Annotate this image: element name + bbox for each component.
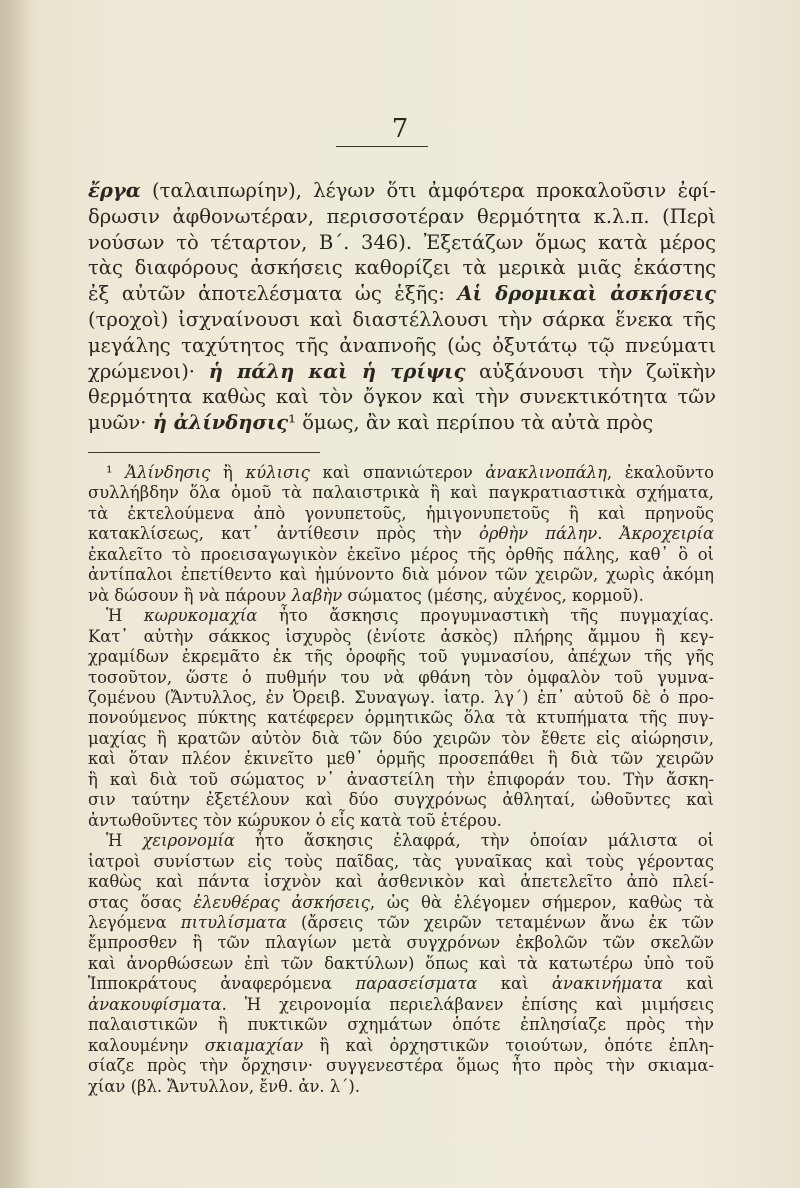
main-text-line — [88, 384, 716, 410]
text-run: καὶ ἀνορθώσεων ἐπὶ τῶν δακτύλων) ὅπως καὶ τὰ κατωτέρω ὑπὸ τοῦ — [88, 953, 714, 973]
footnote-line — [88, 995, 714, 1015]
footnote-line — [88, 852, 714, 872]
text-run: νούσων τὸ τέταρτον, Β΄. 346). Ἐξετάζων ὅμως κατὰ μέρος — [88, 230, 716, 254]
emphasized-term: ἡ πάλη καὶ ἡ τρίψις — [208, 359, 466, 383]
main-text-line — [88, 230, 716, 256]
text-run: χίαν (βλ. Ἄντυλλον, ἔνθ. ἀν. λ΄). — [88, 1076, 361, 1096]
footnote-line — [88, 933, 714, 953]
page-number: 7 — [391, 114, 409, 144]
footnote-line — [88, 1056, 714, 1076]
text-run: ἀντίπαλοι ἐπετίθεντο καὶ ἠμύνοντο διὰ μόνον τῶν χειρῶν, χωρὶς ἀκόμη — [88, 565, 714, 585]
text-run: κατακλίσεως, κατ᾽ ἀντίθεσιν πρὸς τὴν — [88, 524, 479, 544]
footnote-line — [88, 893, 714, 913]
text-run: τὰ ἐκτελούμενα ἀπὸ γονυπετοῦς, ἡμιγονυπετοῦς ἢ καὶ πρηνοῦς — [88, 503, 714, 523]
footnote-line — [88, 606, 714, 626]
text-run: , ὡς θὰ ἐλέγομεν σήμερον, καθὼς τὰ — [369, 892, 714, 912]
text-run: καλουμένην — [88, 1035, 205, 1055]
footnote-line — [88, 770, 714, 790]
footnote-line — [88, 1036, 714, 1056]
footnote-line — [88, 913, 714, 933]
text-run: αὐξάνουσι τὴν ζωϊκὴν — [465, 359, 717, 383]
scan-shadow — [0, 0, 30, 1188]
text-run: στας ὅσας — [88, 892, 194, 912]
text-run: Ἡ — [106, 606, 144, 626]
footnote-line — [88, 708, 714, 728]
text-run: , ἐκαλοῦντο — [606, 463, 714, 482]
footnote-line — [88, 668, 714, 688]
footnote-line — [88, 545, 714, 565]
text-run: . — [597, 524, 620, 544]
main-text — [88, 178, 716, 436]
emphasized-term: ὀρθὴν πάλην — [478, 524, 598, 544]
text-run: Κατ᾽ αὐτὴν σάκκος ἰσχυρὸς (ἐνίοτε ἀσκὸς) πλήρης ἄμμου ἢ κεγ- — [88, 626, 714, 646]
text-run: ἀντωθοῦντες τὸν κώρυκον ὁ εἷς κατὰ τοῦ ἑτέρου. — [88, 810, 502, 830]
footnote-line — [88, 872, 714, 892]
text-run: Ἱπποκράτους ἀναφερόμενα — [88, 974, 356, 994]
text-run: καὶ — [477, 974, 552, 994]
text-run: τὰς διαφόρους ἀσκήσεις καθορίζει τὰ μερικὰ μιᾶς ἑκάστης — [88, 256, 716, 280]
text-run: ἐκαλεῖτο τὸ προεισαγωγικὸν ἐκεῖνο μέρος τῆς ὀρθῆς πάλης, καθ᾽ ὃ οἱ — [88, 544, 714, 564]
emphasized-term: ἡ ἀλίνδησις — [152, 411, 289, 435]
emphasized-term: παρασείσματα — [355, 974, 478, 994]
footnote-line — [88, 565, 714, 585]
text-run: χρώμενοι)· — [88, 359, 209, 383]
emphasized-term: ἐλευθέρας ἀσκήσεις — [193, 892, 370, 912]
emphasized-term: χειρονομία — [142, 831, 235, 851]
footnote-line — [88, 831, 714, 851]
emphasized-term: ἀνακινήματα — [551, 974, 663, 994]
page-number-rule — [336, 146, 428, 147]
text-run: μεγάλης ταχύτητος τῆς ἀναπνοῆς (ὡς ὀξυτάτῳ τῷ πνεύματι — [88, 333, 716, 357]
footnote-line — [88, 647, 714, 667]
text-run: καθὼς καὶ πάντα ἰσχνὸν καὶ ἀσθενικὸν καὶ ἀπετελεῖτο ἀπὸ πλεί- — [88, 872, 714, 892]
text-run: θερμότητα καθὼς καὶ τὸν ὄγκον καὶ τὴν συνεκτικότητα τῶν — [88, 385, 716, 409]
footnote-line — [88, 463, 714, 483]
footnote — [88, 463, 714, 1097]
emphasized-term: Ἀλίνδησις — [125, 463, 211, 482]
footnote-line — [88, 729, 714, 749]
text-run: νὰ δώσουν ἢ νὰ πάρουν — [88, 585, 292, 605]
text-run: σίαζε πρὸς τὴν ὄρχησιν· συγγενεστέρα ὅμως ἦτο πρὸς τὴν σκιαμα- — [88, 1056, 714, 1076]
text-run: μυῶν· — [88, 411, 153, 435]
text-run: πονούμενος πύκτης κατέφερεν ὁρμητικῶς ὅλα τὰ κτυπήματα τῆς πυγ- — [88, 708, 714, 728]
main-text-line — [88, 178, 716, 204]
footnote-line — [88, 974, 714, 994]
emphasized-term: ἀνακουφίσματα — [88, 994, 222, 1014]
emphasized-term: ἔργα — [88, 179, 141, 202]
text-run: σώματος (μέσης, αὐχένος, κορμοῦ). — [342, 585, 644, 605]
main-text-line — [88, 410, 716, 436]
footnote-line — [88, 954, 714, 974]
footnote-line — [88, 627, 714, 647]
text-run: τοσοῦτον, ὥστε ὁ πυθμήν του νὰ φθάνη τὸν ὀμφαλὸν τοῦ γυμνα- — [88, 667, 714, 687]
text-run: σιν ταύτην ἐξετέλουν καὶ δύο συγχρόνως ἀθληταί, ὠθοῦντες καὶ — [88, 790, 714, 810]
text-run: ¹ — [106, 463, 126, 482]
footnote-line — [88, 586, 714, 606]
emphasized-term: Ἀκροχειρία — [619, 524, 715, 544]
main-text-line — [88, 255, 716, 281]
text-run: Ἡ — [106, 831, 143, 851]
main-text-line — [88, 307, 716, 333]
text-run: δρωσιν ἀφθονωτέραν, περισσοτέραν θερμότητα κ.λ.π. (Περὶ — [88, 204, 716, 228]
main-text-line — [88, 281, 716, 307]
emphasized-term: πιτυλίσματα — [180, 912, 287, 932]
text-run: ἰατροὶ συνίστων εἰς τοὺς παῖδας, τὰς γυναῖκας καὶ τοὺς γέροντας — [88, 851, 714, 871]
main-text-line — [88, 204, 716, 230]
text-run: (ἄρσεις τῶν χειρῶν τεταμένων ἄνω ἐκ τῶν — [286, 912, 714, 932]
text-run: . Ἡ χειρονομία περιελάβανεν ἐπίσης καὶ μιμήσεις — [221, 994, 714, 1014]
text-run: λεγόμενα — [88, 912, 181, 932]
emphasized-term: κύλισις — [245, 463, 310, 482]
footnote-line — [88, 688, 714, 708]
text-run: ἔμπροσθεν ἢ τῶν πλαγίων μετὰ συγχρόνων ἐκβολῶν τῶν σκελῶν — [88, 933, 714, 953]
footnote-line — [88, 483, 714, 503]
text-run: συλλήβδην ὅλα ὁμοῦ τὰ παλαιστρικὰ ἢ καὶ παγκρατιαστικὰ σχήματα, — [88, 483, 714, 503]
text-run: ἢ — [210, 463, 246, 482]
text-run: (τροχοὶ) ἰσχναίνουσι καὶ διαστέλλουσι τὴν σάρκα ἕνεκα τῆς — [88, 307, 716, 331]
emphasized-term: ἀνακλινοπάλη — [485, 463, 607, 482]
emphasized-term: λαβὴν — [291, 585, 343, 605]
text-run: καὶ σπανιώτερον — [309, 463, 486, 482]
text-run: ἦτο ἄσκησις ἐλαφρά, τὴν ὁποίαν μάλιστα οἱ — [234, 831, 714, 851]
emphasized-term: σκιαμαχίαν — [204, 1035, 304, 1055]
footnote-line — [88, 749, 714, 769]
text-run: ἦτο ἄσκησις προγυμναστικὴ τῆς πυγμαχίας. — [257, 606, 714, 626]
footnote-line — [88, 524, 714, 544]
footnote-line — [88, 1077, 714, 1097]
text-run: παλαιστικῶν ἢ πυκτικῶν σχημάτων ὁπότε ἐπλησίαζε πρὸς τὴν — [88, 1015, 714, 1035]
emphasized-term: Αἱ δρομικαὶ ἀσκήσεις — [457, 282, 716, 306]
footnote-line — [88, 790, 714, 810]
text-run: μαχίας ἢ κρατῶν αὐτὸν διὰ τῶν δύο χειρῶν τὸν ἔθετε εἰς αἰώρησιν, — [88, 728, 714, 748]
main-text-line — [88, 333, 716, 359]
footnote-line — [88, 1015, 714, 1035]
text-run: ἐξ αὐτῶν ἀποτελέσματα ὡς ἑξῆς: — [88, 282, 458, 306]
main-text-line — [88, 359, 716, 385]
text-run: ζομένου (Ἄντυλλος, ἐν Ὀρειβ. Συναγωγ. ἰατρ. λγ΄) ἐπ᾽ αὐτοῦ δὲ ὁ προ- — [88, 687, 714, 707]
text-run: καὶ ὅταν πλέον ἐκινεῖτο μεθ᾽ ὁρμῆς προσεπάθει ἢ διὰ τῶν χειρῶν — [88, 749, 714, 769]
text-run: ἢ καὶ διὰ τοῦ σώματος ν᾽ ἀναστείλη τὴν ἐπιφοράν του. Τὴν ἄσκη- — [88, 769, 714, 789]
footnote-line — [88, 811, 714, 831]
text-run: χραμίδων ἐκρεμᾶτο ἐκ τῆς ὀροφῆς τοῦ γυμνασίου, ἀπέχων τῆς γῆς — [88, 647, 714, 667]
text-run: ¹ ὅμως, ἂν καὶ περίπου τὰ αὐτὰ πρὸς — [288, 411, 654, 435]
text-run: καὶ — [662, 974, 714, 994]
text-run: ἢ καὶ ὀρχηστικῶν τοιούτων, ὁπότε ἐπλη- — [303, 1035, 715, 1055]
footnote-line — [88, 504, 714, 524]
text-run: (ταλαιπωρίην), λέγων ὅτι ἀμφότερα προκαλοῦσιν ἐφί- — [140, 179, 716, 202]
footnote-rule — [88, 452, 320, 453]
emphasized-term: κωρυκομαχία — [143, 606, 258, 626]
